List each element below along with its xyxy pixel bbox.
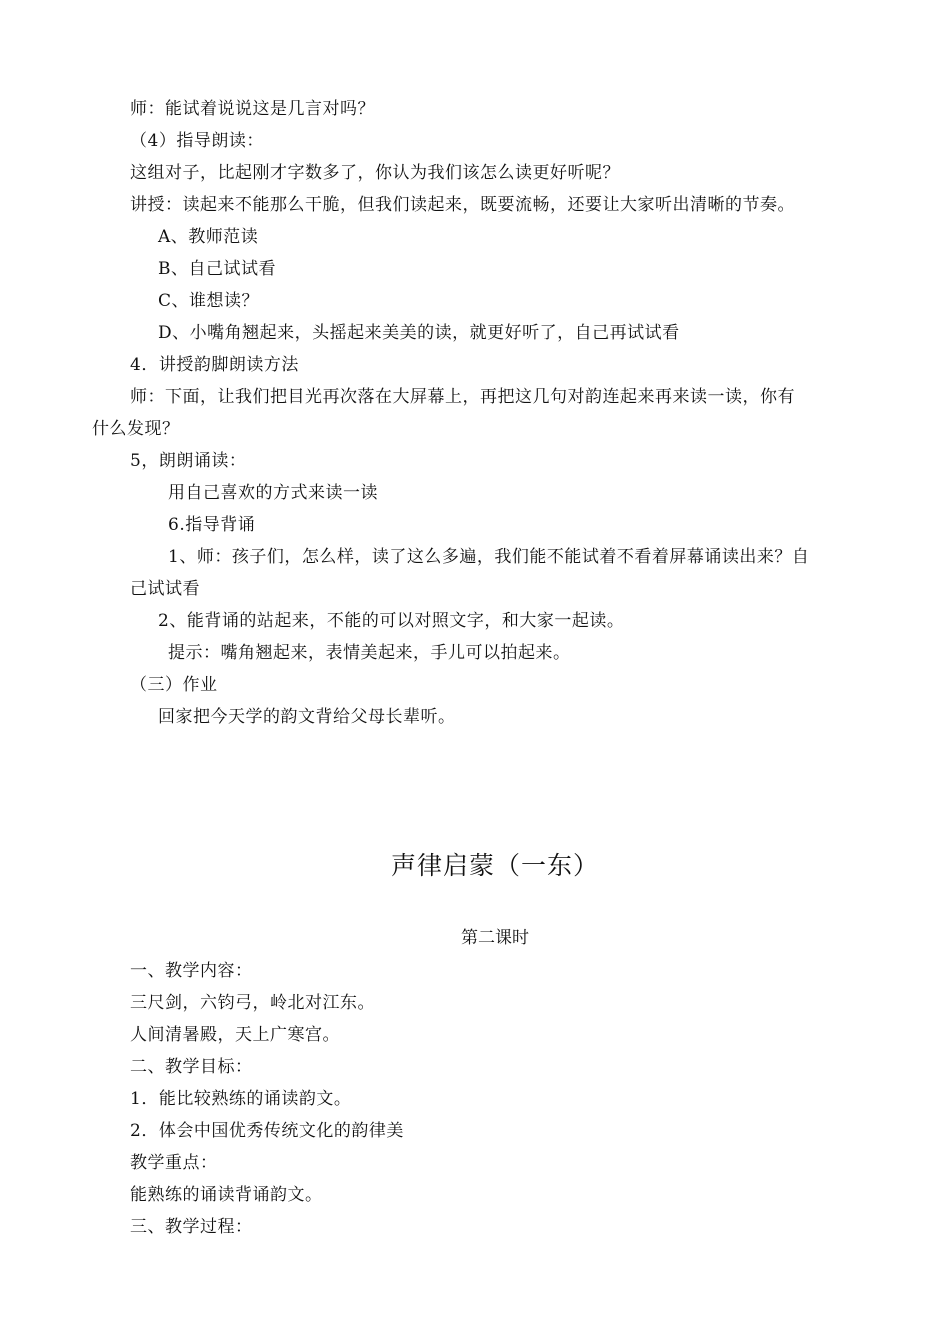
item4-text-line2: 什么发现？ (92, 419, 180, 439)
lecture-paragraph: 讲授：读起来不能那么干脆，但我们读起来，既要流畅，还要让大家听出清晰的节奏。 (130, 195, 795, 215)
key-heading: 教学重点： (130, 1153, 218, 1173)
item6-heading: 6.指导背诵 (168, 515, 256, 535)
tip-text: 提示：嘴角翘起来，表情美起来，手儿可以拍起来。 (168, 643, 571, 663)
item5-text: 用自己喜欢的方式来读一读 (168, 483, 378, 503)
item5-heading: 5，朗朗诵读： (130, 451, 247, 471)
step4-question: 这组对子，比起刚才字数多了，你认为我们该怎么读更好听呢？ (130, 163, 620, 183)
goal-2: 2．体会中国优秀传统文化的韵律美 (130, 1121, 404, 1141)
option-a: A、教师范读 (158, 227, 259, 247)
option-c: C、谁想读？ (158, 291, 260, 311)
option-d: D、小嘴角翘起来，头摇起来美美的读，就更好听了，自己再试试看 (158, 323, 680, 343)
key-text: 能熟练的诵读背诵韵文。 (130, 1185, 323, 1205)
process-heading: 三、教学过程： (130, 1217, 253, 1237)
item6-paragraph1-line1: 1、师：孩子们，怎么样，读了这么多遍，我们能不能试着不看着屏幕诵读出来？自 (168, 547, 810, 567)
teacher-question: 师：能试着说说这是几言对吗？ (130, 99, 375, 119)
item6-paragraph2: 2、能背诵的站起来，不能的可以对照文字，和大家一起读。 (158, 611, 625, 631)
item4-heading: 4．讲授韵脚朗读方法 (130, 355, 299, 375)
homework-text: 回家把今天学的韵文背给父母长辈听。 (158, 707, 456, 727)
goals-heading: 二、教学目标： (130, 1057, 253, 1077)
homework-heading: （三）作业 (130, 675, 218, 695)
step4-heading: （4）指导朗读： (130, 131, 264, 151)
content-line2: 人间清暑殿，天上广寒宫。 (130, 1025, 340, 1045)
lesson-title: 声律启蒙（一东） (390, 851, 599, 880)
item6-paragraph1-line2: 己试试看 (130, 579, 200, 599)
option-b: B、自己试试看 (158, 259, 276, 279)
content-heading: 一、教学内容： (130, 961, 253, 981)
lesson-subtitle: 第二课时 (461, 928, 529, 948)
content-line1: 三尺剑，六钧弓，岭北对江东。 (130, 993, 375, 1013)
item4-text-line1: 师：下面，让我们把目光再次落在大屏幕上，再把这几句对韵连起来再来读一读，你有 (130, 387, 795, 407)
goal-1: 1．能比较熟练的诵读韵文。 (130, 1089, 352, 1109)
